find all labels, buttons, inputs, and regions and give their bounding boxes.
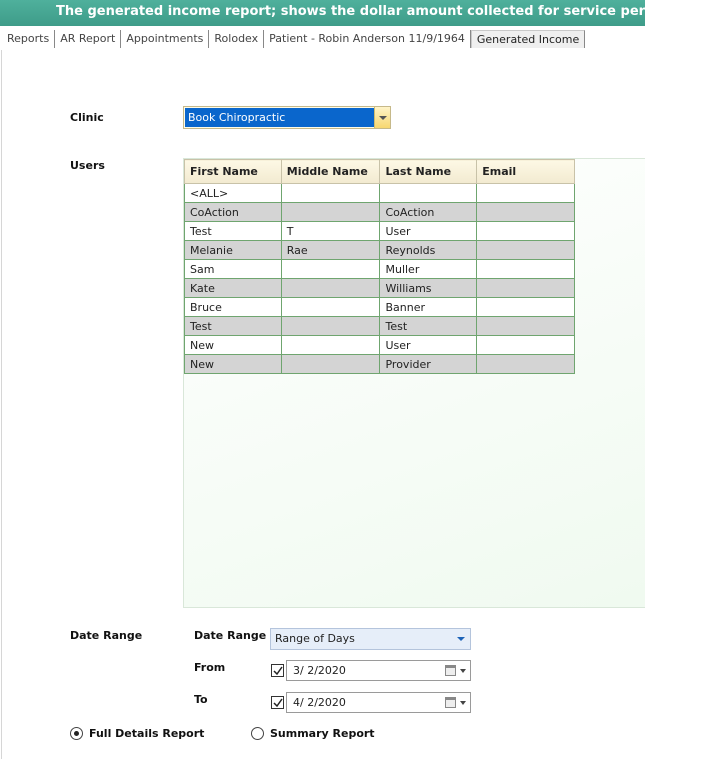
- table-row[interactable]: [185, 336, 575, 355]
- table-cell: [281, 317, 380, 336]
- table-cell: [281, 355, 380, 374]
- column-header-email[interactable]: Email: [477, 160, 575, 184]
- date-range-section-label: Date Range: [70, 629, 143, 642]
- table-cell: Melanie: [185, 241, 282, 260]
- table-cell: Provider: [380, 355, 477, 374]
- checkmark-icon: [272, 665, 285, 678]
- table-cell: [477, 222, 575, 241]
- table-cell: [281, 279, 380, 298]
- table-cell: Test: [185, 317, 282, 336]
- table-row[interactable]: [185, 260, 575, 279]
- to-date-input[interactable]: [286, 692, 471, 713]
- clinic-selected-value: Book Chiropractic: [185, 108, 374, 127]
- table-cell: <ALL>: [185, 184, 282, 203]
- table-cell: Kate: [185, 279, 282, 298]
- to-date-checkbox[interactable]: [271, 696, 284, 709]
- tab-ar-report[interactable]: AR Report: [55, 30, 121, 48]
- table-cell: [477, 279, 575, 298]
- table-cell: Sam: [185, 260, 282, 279]
- users-grid[interactable]: [183, 158, 645, 608]
- table-cell: New: [185, 336, 282, 355]
- table-cell: Reynolds: [380, 241, 477, 260]
- table-row[interactable]: [185, 241, 575, 260]
- table-cell: [477, 336, 575, 355]
- chevron-down-icon: [457, 637, 465, 641]
- table-cell: [477, 355, 575, 374]
- table-cell: [281, 336, 380, 355]
- table-cell: Banner: [380, 298, 477, 317]
- to-date-value: 4/ 2/2020: [293, 696, 346, 709]
- table-row[interactable]: [185, 203, 575, 222]
- tab-appointments[interactable]: Appointments: [121, 30, 209, 48]
- from-date-checkbox[interactable]: [271, 664, 284, 677]
- table-cell: T: [281, 222, 380, 241]
- clinic-label: Clinic: [70, 111, 104, 124]
- chevron-down-icon[interactable]: [460, 669, 466, 673]
- tab-rolodex[interactable]: Rolodex: [209, 30, 264, 48]
- calendar-icon[interactable]: [445, 665, 456, 676]
- date-range-field-label: Date Range: [194, 629, 267, 642]
- table-row[interactable]: [185, 184, 575, 203]
- panel-left-border: [1, 50, 2, 759]
- table-row[interactable]: [185, 279, 575, 298]
- summary-report-label[interactable]: Summary Report: [270, 727, 375, 740]
- table-cell: Test: [380, 317, 477, 336]
- table-cell: CoAction: [185, 203, 282, 222]
- table-cell: [281, 298, 380, 317]
- users-table: [184, 159, 575, 374]
- table-cell: [477, 241, 575, 260]
- users-label: Users: [70, 159, 105, 172]
- table-row[interactable]: [185, 298, 575, 317]
- column-header-first-name[interactable]: First Name: [185, 160, 282, 184]
- full-details-report-radio[interactable]: [70, 727, 83, 740]
- table-cell: CoAction: [380, 203, 477, 222]
- table-cell: Williams: [380, 279, 477, 298]
- date-range-selected-value: Range of Days: [275, 632, 355, 645]
- table-cell: [380, 184, 477, 203]
- table-cell: [477, 317, 575, 336]
- tab-generated-income[interactable]: Generated Income: [471, 30, 585, 48]
- full-details-report-label[interactable]: Full Details Report: [89, 727, 205, 740]
- summary-report-radio[interactable]: [251, 727, 264, 740]
- clinic-dropdown-arrow[interactable]: [374, 107, 390, 128]
- table-cell: New: [185, 355, 282, 374]
- column-header-middle-name[interactable]: Middle Name: [281, 160, 380, 184]
- from-date-input[interactable]: [286, 660, 471, 681]
- table-cell: [281, 184, 380, 203]
- table-row[interactable]: [185, 355, 575, 374]
- table-cell: Rae: [281, 241, 380, 260]
- to-label: To: [194, 693, 208, 706]
- table-cell: User: [380, 336, 477, 355]
- table-cell: User: [380, 222, 477, 241]
- table-cell: [477, 203, 575, 222]
- chevron-down-icon: [379, 116, 387, 120]
- column-header-last-name[interactable]: Last Name: [380, 160, 477, 184]
- table-row[interactable]: [185, 222, 575, 241]
- table-row[interactable]: [185, 317, 575, 336]
- tab-bar: [2, 29, 585, 49]
- from-date-value: 3/ 2/2020: [293, 664, 346, 677]
- table-cell: [477, 298, 575, 317]
- table-cell: [477, 184, 575, 203]
- table-cell: Test: [185, 222, 282, 241]
- calendar-icon[interactable]: [445, 697, 456, 708]
- tab-reports[interactable]: Reports: [2, 30, 55, 48]
- checkmark-icon: [272, 697, 285, 710]
- from-label: From: [194, 661, 226, 674]
- table-cell: [281, 260, 380, 279]
- tab-patient[interactable]: Patient - Robin Anderson 11/9/1964: [264, 30, 471, 48]
- table-cell: Muller: [380, 260, 477, 279]
- date-range-dropdown[interactable]: [270, 628, 471, 650]
- report-description-banner: The generated income report; shows the dollar amount collected for service performed, or: [0, 0, 645, 26]
- table-cell: Bruce: [185, 298, 282, 317]
- chevron-down-icon[interactable]: [460, 701, 466, 705]
- table-cell: [477, 260, 575, 279]
- table-cell: [281, 203, 380, 222]
- clinic-dropdown[interactable]: [183, 106, 391, 129]
